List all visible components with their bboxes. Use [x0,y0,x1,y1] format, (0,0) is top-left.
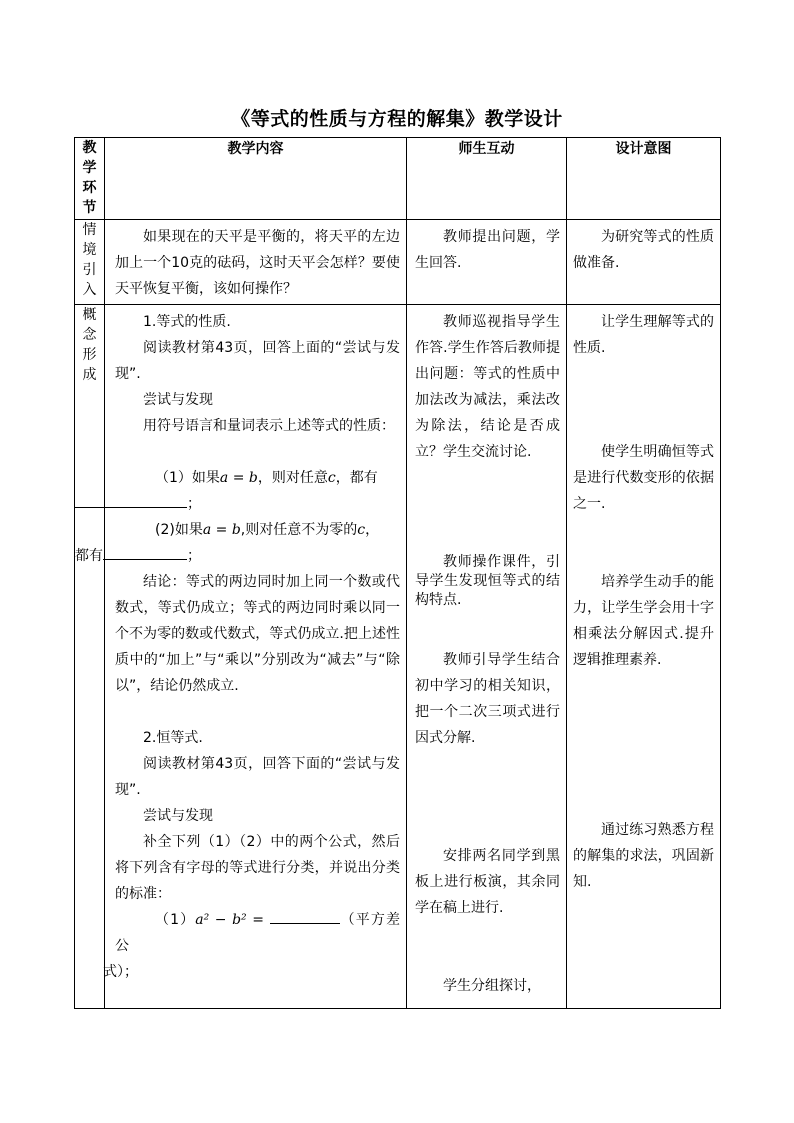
content-paragraph: 阅读教材第43页，回答上面的“尝试与发现”. [115,340,400,382]
intent-text: 为研究等式的性质做准备. [573,229,714,271]
header-stage: 教 学 环 节 [75,138,105,220]
interaction-paragraph: 教师巡视指导学生作答.学生作答后教师提出问题：等式的性质中加法改为减法，乘法改为除法，结论是否成立？学生交流讨论. [415,314,560,460]
content-cell [105,220,407,305]
stage-label: 概 念 形 成 [75,305,105,1009]
interaction-paragraph: 安排两名同学到黑板上进行板演，其余同学在稿上进行. [415,848,560,916]
stage-label: 情 境 引 入 [75,220,105,305]
content-paragraph: 阅读教材第43页，回答下面的“尝试与发现”. [115,756,400,798]
interaction-cell [407,305,567,1009]
interaction-paragraph: 学生分组探讨， [443,978,541,994]
content-subheading: 尝试与发现 [143,808,213,824]
interaction-text: 教师提出问题，学生回答. [415,229,560,271]
answer-blank[interactable] [75,493,187,508]
interaction-cell [407,220,567,305]
property-item-1: （1）如果a = b，则对任意c，都有 ； [115,465,400,517]
intent-paragraph: 让学生理解等式的性质. [573,314,714,356]
table-row [75,305,721,1009]
table-row [75,220,721,305]
header-interaction: 师生互动 [407,138,567,220]
intent-cell [567,220,721,305]
content-subheading: 尝试与发现 [143,392,213,408]
page-title: 《等式的性质与方程的解集》教学设计 [231,108,563,130]
content-paragraph: 补全下列（1）（2）中的两个公式，然后将下列含有字母的等式进行分类，并说出分类的标准： [115,834,400,902]
content-text: 如果现在的天平是平衡的，将天平的左边加上一个10克的砝码，这时天平会怎样？要使天平恢复平衡，该如何操作？ [115,229,400,297]
lesson-plan-table [74,137,721,1009]
table-header-row [75,138,721,220]
conclusion-paragraph: 结论：等式的两边同时加上同一个数或代数式，等式仍成立；等式的两边同时乘以同一个不为零的数或代数式，等式仍成立.把上述性质中的“加上”与“乘以”分别改为“减去”与“除以”，结论仍然成立. [115,574,400,694]
interaction-paragraph: 教师引导学生结合初中学习的相关知识，把一个二次三项式进行因式分解. [415,652,560,746]
formula-item-1: （1）a² − b² = （平方差公 式）； [115,907,400,985]
intent-paragraph: 通过练习熟悉方程的解集的求法，巩固新知. [573,822,714,890]
property-item-2: (2)如果a = b,则对任意不为零的c， 都有 ； [75,522,380,564]
answer-blank[interactable] [270,909,340,924]
content-paragraph: 用符号语言和量词表示上述等式的性质： [143,418,395,434]
header-content: 教学内容 [105,138,407,220]
header-intent: 设计意图 [567,138,721,220]
section-heading: 1.等式的性质. [143,314,231,330]
section-heading: 2.恒等式. [143,730,203,746]
interaction-paragraph: 教师操作课件，引导学生发现恒等式的结构特点. [415,554,560,608]
answer-blank[interactable] [103,545,187,560]
intent-paragraph: 培养学生动手的能力，让学生学会用十字相乘法分解因式.提升逻辑推理素养. [573,574,714,668]
intent-cell [567,305,721,1009]
intent-paragraph: 使学生明确恒等式是进行代数变形的依据之一. [573,444,714,512]
